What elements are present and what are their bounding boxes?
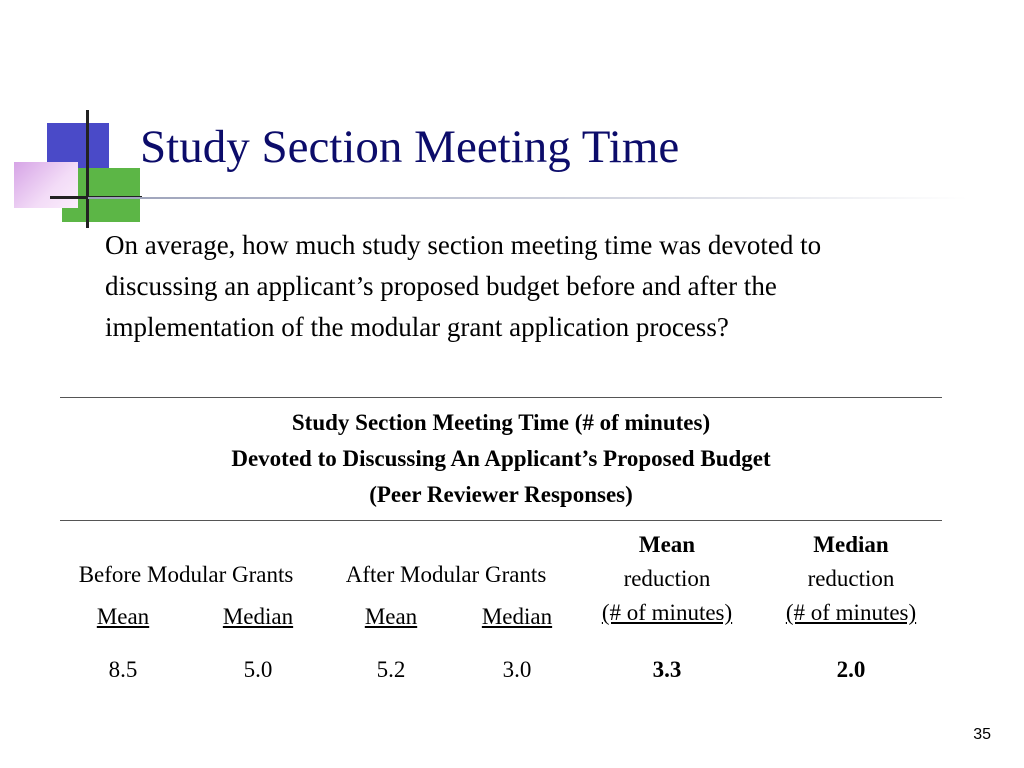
value-before-median: 5.0 [243,657,273,682]
sub-header-before-median: Median [222,604,294,629]
group-header-before: Before Modular Grants [78,562,294,587]
value-mean-reduction: 3.3 [652,657,682,682]
median-reduction-header-line-3: (# of minutes) [785,600,917,625]
title-underline [88,197,968,199]
group-header-after: After Modular Grants [345,562,547,587]
sub-header-after-median: Median [481,604,553,629]
median-reduction-header-line-1: Median [813,532,889,557]
value-median-reduction: 2.0 [836,657,866,682]
table-title-line-2: Devoted to Discussing An Applicant’s Proposed Budget [231,446,771,471]
sub-header-after-mean: Mean [364,604,418,629]
value-after-mean: 5.2 [376,657,406,682]
table-title-line-1: Study Section Meeting Time (# of minutes) [291,410,711,435]
pink-square [14,162,78,208]
table-title-line-3: (Peer Reviewer Responses) [369,482,633,507]
value-after-median: 3.0 [502,657,532,682]
table-top-rule [60,397,942,398]
value-before-mean: 8.5 [108,657,138,682]
mean-reduction-header-line-2: reduction [623,566,711,591]
page-number: 35 [973,726,991,743]
slide-title: Study Section Meeting Time [140,121,680,173]
table-header-rule [60,520,942,521]
table-title [60,405,942,513]
mean-reduction-header-line-1: Mean [638,532,696,557]
title-decoration [0,0,140,240]
sub-header-before-mean: Mean [96,604,150,629]
mean-reduction-header-line-3: (# of minutes) [601,600,733,625]
vertical-line [86,110,89,228]
question-text: On average, how much study section meeting time was devoted to discussing an applicant’s proposed budget before and after the implementation of the modular grant application process? [105,230,822,342]
median-reduction-header-line-2: reduction [807,566,895,591]
